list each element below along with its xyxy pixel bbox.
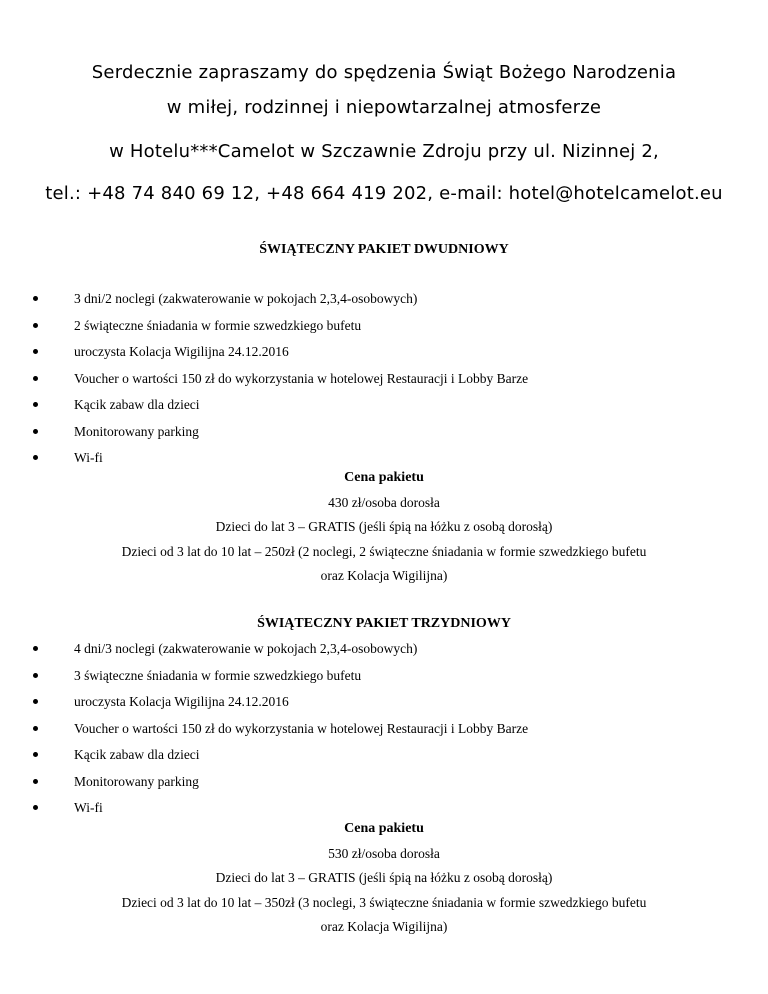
- package-three-day-price-title: Cena pakietu: [344, 821, 424, 836]
- header-contact-line: tel.: +48 74 840 69 12, +48 664 419 202, e-mail: hotel@hotelcamelot.eu: [45, 183, 723, 204]
- package-three-day-items: [0, 641, 768, 827]
- list-item-text: 4 dni/3 noclegi (zakwaterowanie w pokojach 2,3,4-osobowych): [74, 641, 418, 656]
- list-item-text: 2 świąteczne śniadania w formie szwedzkiego bufetu: [74, 317, 362, 333]
- list-item: [0, 291, 768, 318]
- bullet-icon: [33, 429, 38, 434]
- bullet-icon: [33, 805, 38, 810]
- list-item: [0, 397, 768, 424]
- bullet-icon: [33, 779, 38, 784]
- list-item-text: Monitorowany parking: [74, 773, 199, 789]
- package-two-day-price-child-under3: Dzieci do lat 3 – GRATIS (jeśli śpią na łóżku z osobą dorosłą): [215, 519, 553, 534]
- list-item: [0, 641, 768, 668]
- bullet-icon: [33, 402, 38, 407]
- list-item: [0, 774, 768, 801]
- list-item: [0, 747, 768, 774]
- bullet-icon: [33, 726, 38, 731]
- package-two-day-title: ŚWIĄTECZNY PAKIET DWUDNIOWY: [259, 242, 509, 257]
- list-item-text: Kącik zabaw dla dzieci: [74, 397, 200, 412]
- list-item-text: Voucher o wartości 150 zł do wykorzystania w hotelowej Restauracji i Lobby Barze: [74, 370, 529, 386]
- list-item: [0, 424, 768, 451]
- bullet-icon: [33, 455, 38, 460]
- header-invitation-line: Serdecznie zapraszamy do spędzenia Świąt Bożego Narodzenia: [91, 62, 677, 83]
- list-item-text: uroczysta Kolacja Wigilijna 24.12.2016: [74, 694, 289, 709]
- package-three-day-price-child-under3: Dzieci do lat 3 – GRATIS (jeśli śpią na łóżku z osobą dorosłą): [215, 870, 553, 885]
- list-item: [0, 344, 768, 371]
- bullet-icon: [33, 752, 38, 757]
- list-item-text: 3 dni/2 noclegi (zakwaterowanie w pokojach 2,3,4-osobowych): [74, 291, 418, 306]
- bullet-icon: [33, 323, 38, 328]
- bullet-icon: [33, 296, 38, 301]
- list-item-text: uroczysta Kolacja Wigilijna 24.12.2016: [74, 344, 289, 359]
- header-atmosphere-line: w miłej, rodzinnej i niepowtarzalnej atmosferze: [166, 97, 602, 118]
- bullet-icon: [33, 673, 38, 678]
- list-item-text: Monitorowany parking: [74, 423, 199, 439]
- package-two-day-price-title: Cena pakietu: [344, 470, 424, 485]
- package-three-day-price-adult: 530 zł/osoba dorosła: [328, 846, 440, 861]
- package-three-day-price-child-3to10: Dzieci od 3 lat do 10 lat – 350zł (3 noclegi, 3 świąteczne śniadania w formie szwedzkiego bufetu: [121, 895, 647, 910]
- list-item: [0, 668, 768, 695]
- list-item: [0, 318, 768, 345]
- list-item-text: 3 świąteczne śniadania w formie szwedzkiego bufetu: [74, 667, 362, 683]
- header-address-line: w Hotelu***Camelot w Szczawnie Zdroju przy ul. Nizinnej 2,: [109, 141, 659, 162]
- package-two-day-price-child-3to10: Dzieci od 3 lat do 10 lat – 250zł (2 noclegi, 2 świąteczne śniadania w formie szwedzkiego bufetu: [121, 544, 647, 559]
- package-three-day-price-child-3to10-cont: oraz Kolacja Wigilijna): [320, 919, 448, 934]
- list-item-text: Wi-fi: [74, 450, 103, 465]
- list-item-text: Voucher o wartości 150 zł do wykorzystania w hotelowej Restauracji i Lobby Barze: [74, 720, 529, 736]
- list-item-text: Wi-fi: [74, 800, 103, 815]
- list-item: [0, 694, 768, 721]
- bullet-icon: [33, 376, 38, 381]
- package-three-day-title: ŚWIĄTECZNY PAKIET TRZYDNIOWY: [257, 616, 511, 631]
- list-item: [0, 721, 768, 748]
- bullet-icon: [33, 349, 38, 354]
- package-two-day-items: [0, 291, 768, 477]
- list-item-text: Kącik zabaw dla dzieci: [74, 747, 200, 762]
- package-two-day-price-child-3to10-cont: oraz Kolacja Wigilijna): [320, 568, 448, 583]
- list-item: [0, 371, 768, 398]
- bullet-icon: [33, 646, 38, 651]
- package-two-day-price-adult: 430 zł/osoba dorosła: [328, 495, 440, 510]
- bullet-icon: [33, 699, 38, 704]
